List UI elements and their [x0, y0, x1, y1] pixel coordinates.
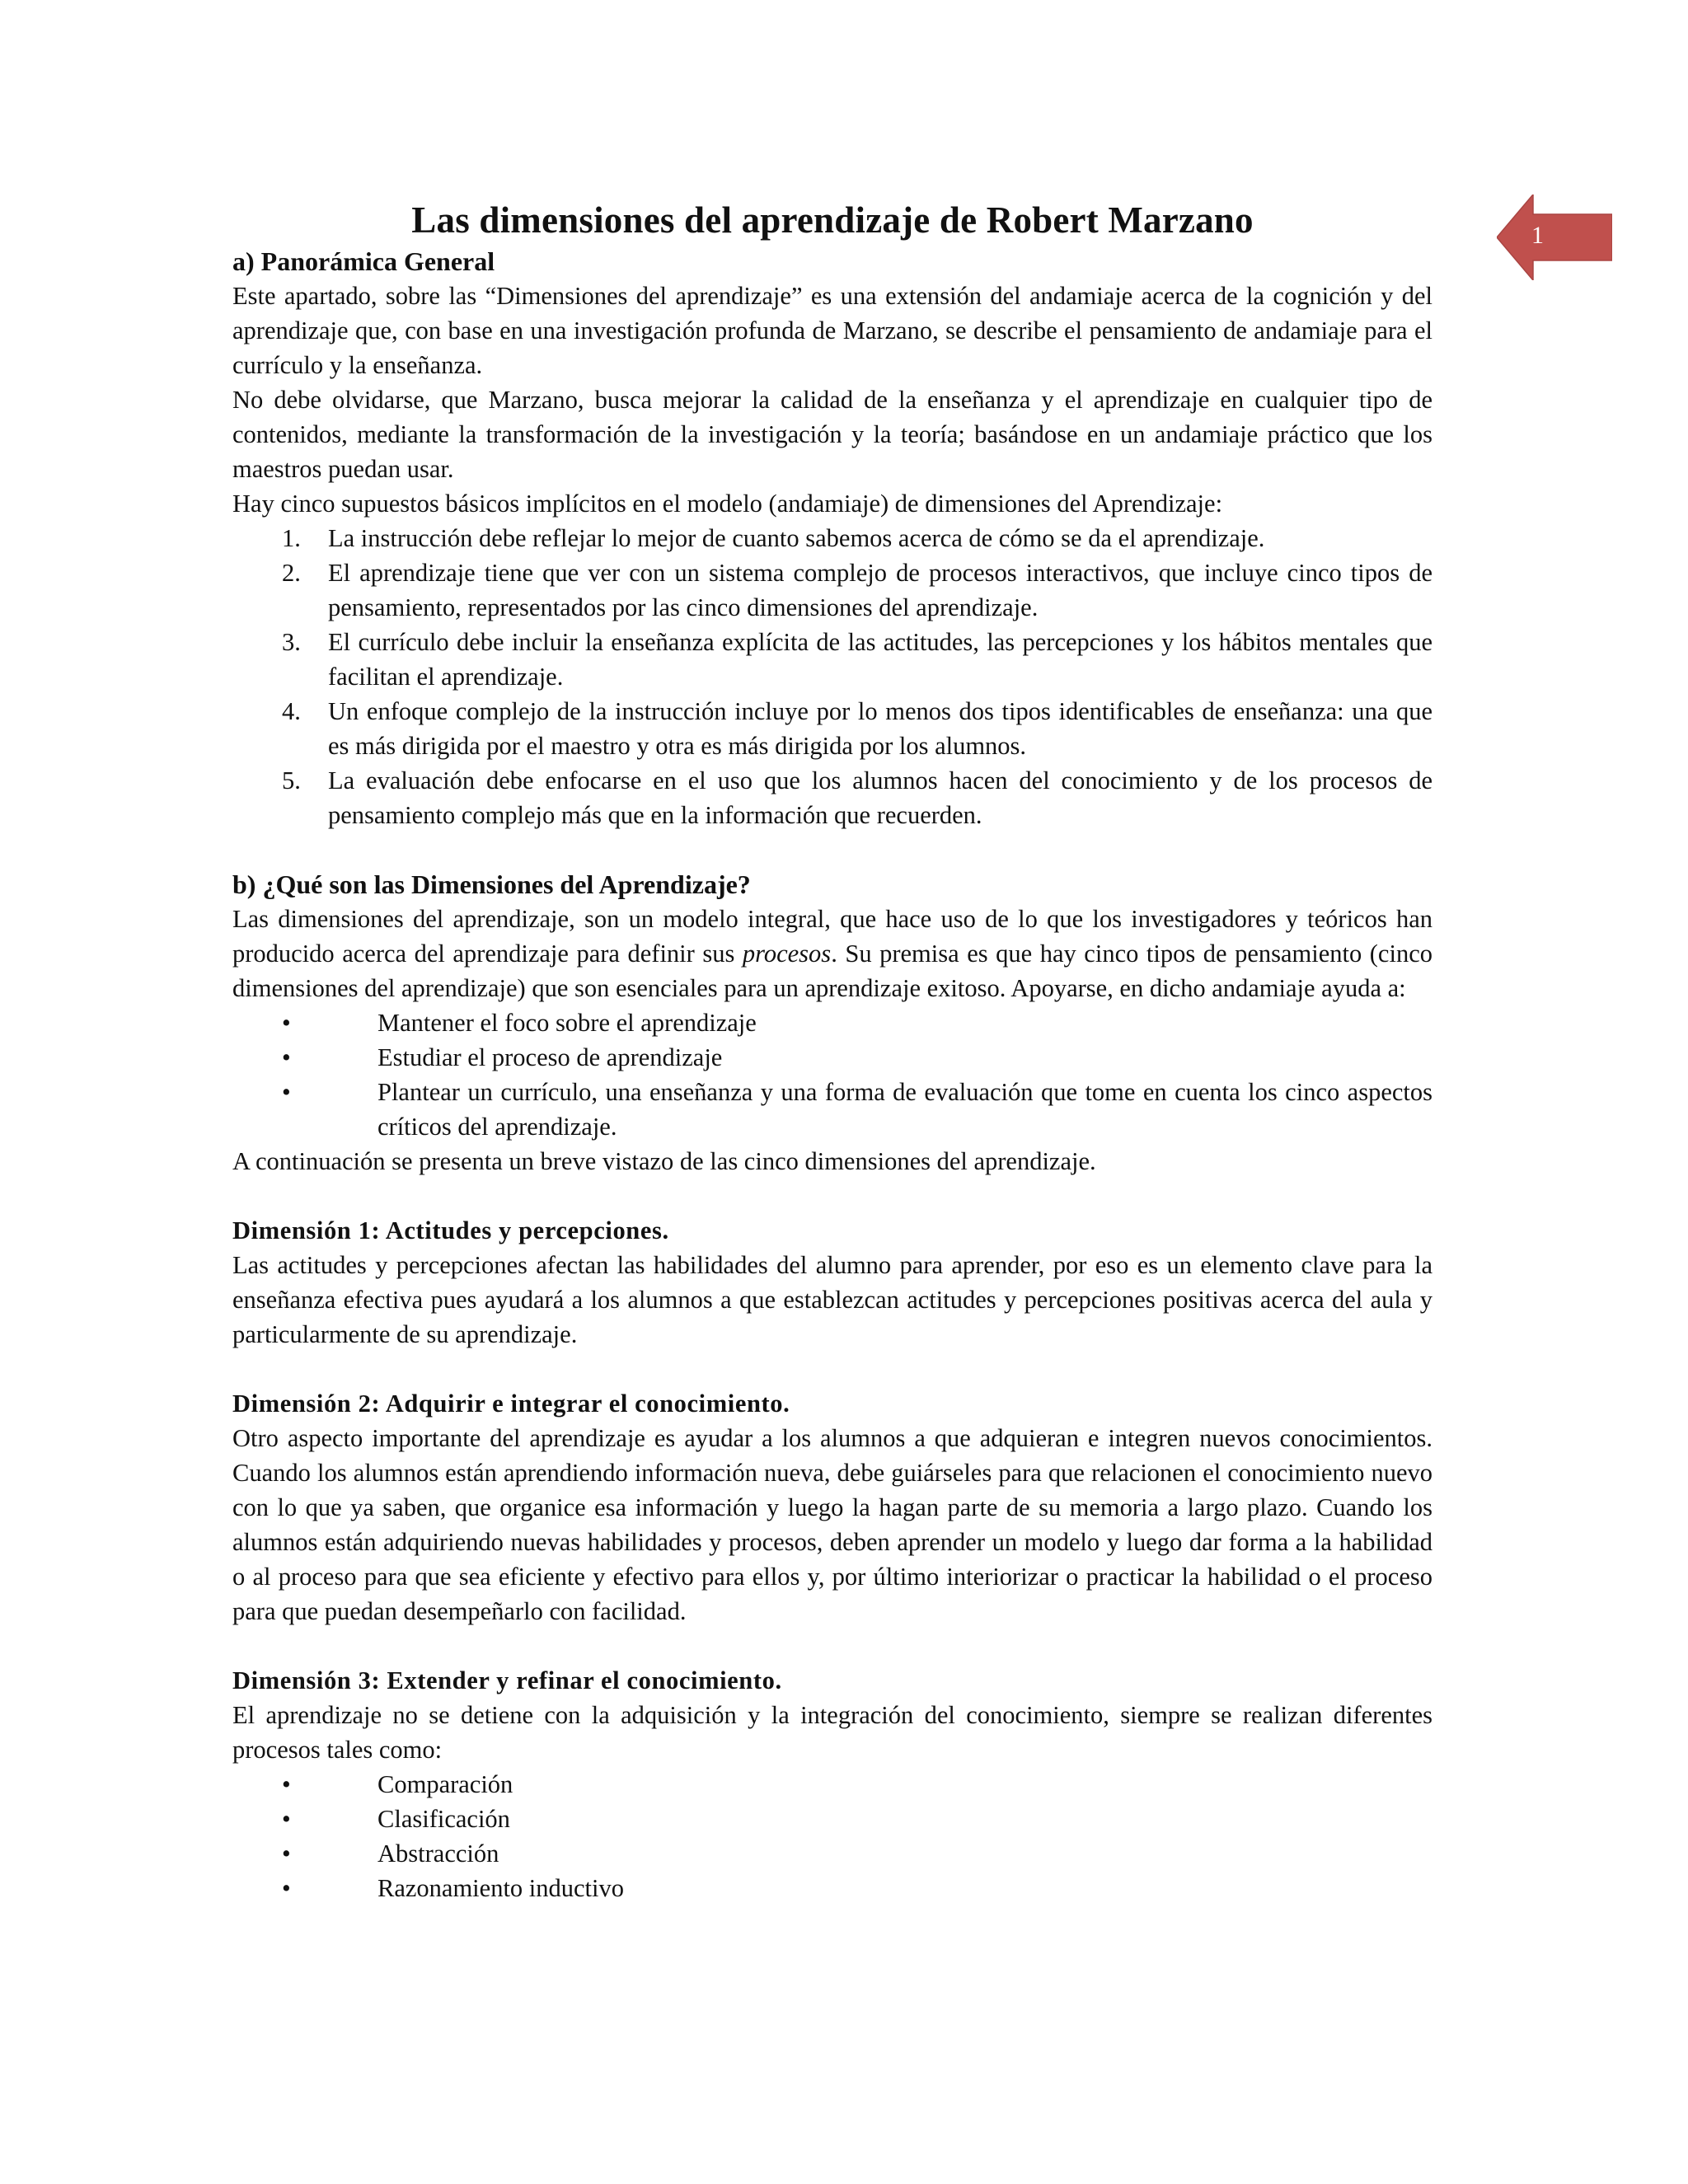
list-item-text: La evaluación debe enfocarse en el uso que los alumnos hacen del conocimiento y de los procesos de pensamiento complejo más que en la información que recuerden.: [328, 766, 1432, 829]
bullet-item: [232, 1040, 1432, 1075]
section-b-paragraph-2: A continuación se presenta un breve vistazo de las cinco dimensiones del aprendizaje.: [232, 1147, 1096, 1175]
list-item-text: El currículo debe incluir la enseñanza explícita de las actitudes, las percepciones y los hábitos mentales que facilitan el aprendizaje.: [328, 628, 1432, 691]
list-item: [232, 763, 1432, 832]
list-item: [232, 555, 1432, 625]
bullet-icon: •: [282, 1043, 291, 1071]
bullet-text: Clasificación: [377, 1805, 510, 1833]
dimension-3-heading: Dimensión 3: Extender y refinar el conocimiento.: [232, 1666, 782, 1694]
list-item-number: 5.: [282, 766, 301, 794]
bullet-icon: •: [282, 1874, 291, 1902]
bullet-text: Comparación: [377, 1770, 513, 1798]
page-number: 1: [1531, 222, 1544, 249]
bullet-item: [232, 1836, 1432, 1871]
bullet-item: [232, 1767, 1432, 1802]
dimension-2-text: Otro aspecto importante del aprendizaje es ayudar a los alumnos a que adquieran e integren nuevos conocimientos. Cuando los alumnos están aprendiendo información nueva, debe guiárseles para que relacionen el conocimiento nuevo con lo que ya saben, que organice esa información y luego la hagan parte de su memoria a largo plazo. Cuando los alumnos están adquiriendo nuevas habilidades y procesos, deben aprender un modelo y luego dar forma a la habilidad o al proceso para que sea eficiente y efectivo para ellos y, por último interiorizar o practicar la habilidad o el proceso para que puedan desempeñarlo con facilidad.: [232, 1424, 1432, 1625]
assumptions-list: [232, 521, 1432, 832]
bullet-text: Abstracción: [377, 1840, 499, 1868]
document-body: [232, 196, 1432, 1905]
processes-bullet-list: [232, 1767, 1432, 1905]
bullet-text: Razonamiento inductivo: [377, 1874, 624, 1902]
bullet-text: Plantear un currículo, una enseñanza y una forma de evaluación que tome en cuenta los cinco aspectos críticos del aprendizaje.: [377, 1078, 1432, 1141]
list-item: [232, 694, 1432, 763]
list-item-number: 3.: [282, 628, 301, 656]
list-item-text: Un enfoque complejo de la instrucción incluye por lo menos dos tipos identificables de enseñanza: una que es más dirigida por el maestro y otra es más dirigida por los alumnos.: [328, 697, 1432, 760]
list-item: [232, 625, 1432, 694]
dimension-1-text: Las actitudes y percepciones afectan las habilidades del alumno para aprender, por eso es un elemento clave para la enseñanza efectiva pues ayudará a los alumnos a que establezcan actitudes y percepciones positivas acerca del aula y particularmente de su aprendizaje.: [232, 1251, 1432, 1348]
bullet-item: [232, 1005, 1432, 1040]
bullet-text: Estudiar el proceso de aprendizaje: [377, 1043, 723, 1071]
bullet-icon: •: [282, 1009, 291, 1037]
bullet-icon: •: [282, 1078, 291, 1106]
section-a-paragraph-1: Este apartado, sobre las “Dimensiones del aprendizaje” es una extensión del andamiaje acerca de la cognición y del aprendizaje que, con base en una investigación profunda de Marzano, se describe el pensamiento de andamiaje para el currículo y la enseñanza.: [232, 282, 1432, 379]
dimension-3-text: El aprendizaje no se detiene con la adquisición y la integración del conocimiento, siempre se realizan diferentes procesos tales como:: [232, 1701, 1432, 1764]
bullet-icon: •: [282, 1805, 291, 1833]
list-item-number: 4.: [282, 697, 301, 725]
section-a-paragraph-3: Hay cinco supuestos básicos implícitos en el modelo (andamiaje) de dimensiones del Aprendizaje:: [232, 490, 1223, 518]
dimension-2-heading: Dimensión 2: Adquirir e integrar el conocimiento.: [232, 1390, 790, 1418]
document-title: Las dimensiones del aprendizaje de Robert Marzano: [411, 199, 1254, 241]
list-item-number: 2.: [282, 559, 301, 587]
spacer: [232, 1629, 1432, 1663]
section-a-heading: a) Panorámica General: [232, 246, 495, 276]
section-a-paragraph-2: No debe olvidarse, que Marzano, busca mejorar la calidad de la enseñanza y el aprendizaje en cualquier tipo de contenidos, mediante la transformación de la investigación y la teoría; basándose en un andamiaje práctico que los maestros puedan usar.: [232, 386, 1432, 483]
bullet-item: [232, 1802, 1432, 1836]
section-b-paragraph-1: [232, 902, 1432, 1005]
dimension-1-heading: Dimensión 1: Actitudes y percepciones.: [232, 1216, 669, 1244]
section-b-text-end: . Su premisa es que hay cinco tipos de pensamiento (cinco dimensiones del aprendizaje) que son esenciales para un aprendizaje exitoso. Apoyarse, en dicho andamiaje ayuda a:: [232, 940, 1432, 1002]
spacer: [232, 832, 1432, 867]
bullet-item: [232, 1871, 1432, 1905]
bullet-item: [232, 1075, 1432, 1144]
section-b-text-start: Las dimensiones del aprendizaje, son un modelo integral, que hace uso de lo que los investigadores y teóricos han producido acerca del aprendizaje para definir sus: [232, 905, 1432, 968]
bullet-icon: •: [282, 1840, 291, 1868]
spacer: [232, 1352, 1432, 1386]
bullet-text: Mantener el foco sobre el aprendizaje: [377, 1009, 757, 1037]
section-b-heading: b) ¿Qué son las Dimensiones del Aprendizaje?: [232, 869, 751, 899]
list-item: [232, 521, 1432, 555]
list-item-text: El aprendizaje tiene que ver con un sistema complejo de procesos interactivos, que incluye cinco tipos de pensamiento, representados por las cinco dimensiones del aprendizaje.: [328, 559, 1432, 621]
bullet-icon: •: [282, 1770, 291, 1798]
list-item-number: 1.: [282, 524, 301, 552]
emphasis-procesos: procesos: [742, 940, 832, 968]
list-item-text: La instrucción debe reflejar lo mejor de cuanto sabemos acerca de cómo se da el aprendizaje.: [328, 524, 1265, 552]
benefits-bullet-list: [232, 1005, 1432, 1144]
spacer: [232, 1179, 1432, 1213]
